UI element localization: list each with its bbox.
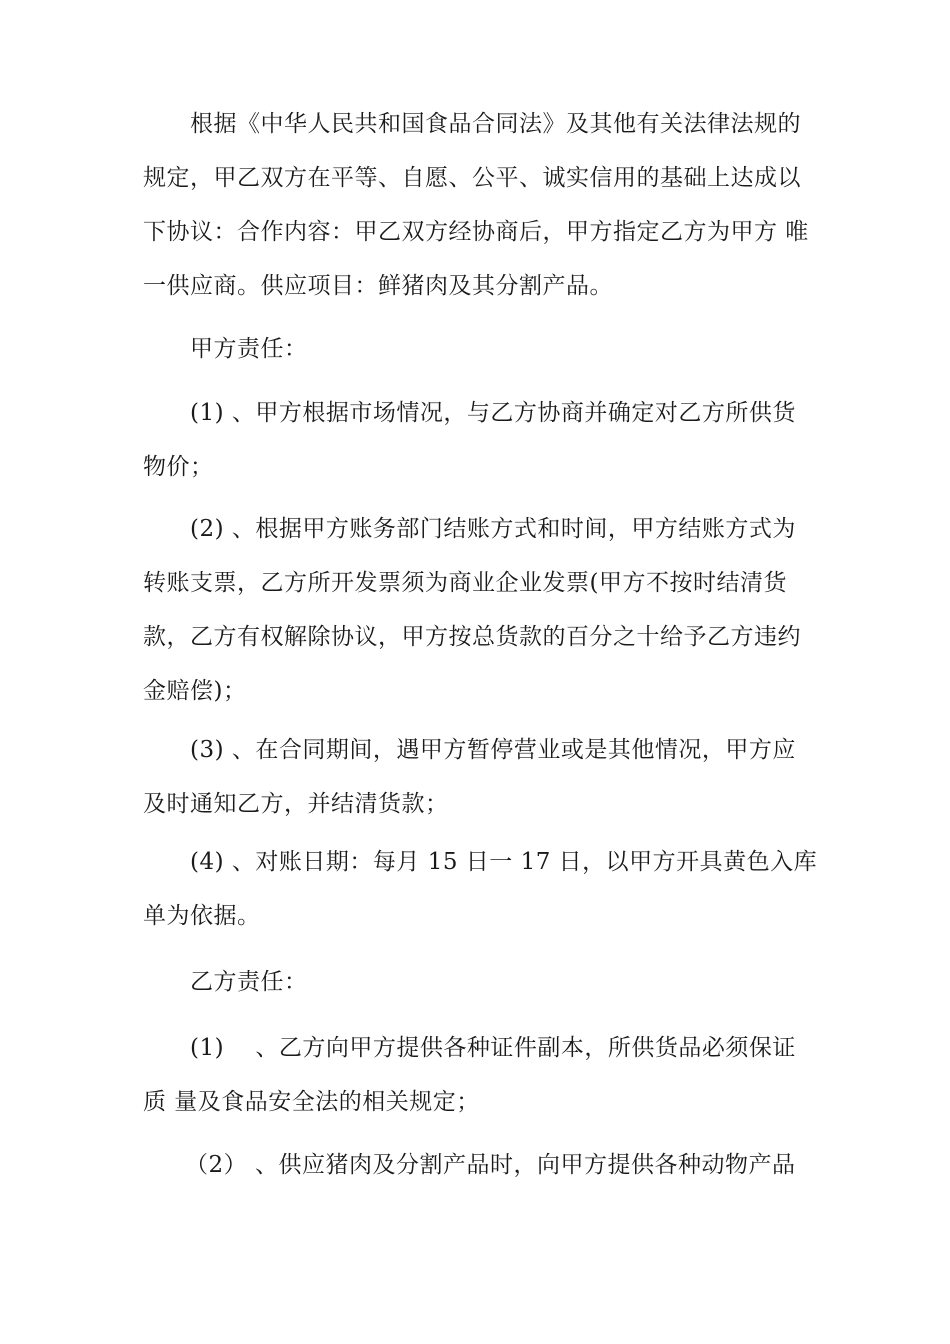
text-line: (4) 、对账日期：每月 15 日一 17 日，以甲方开具黄色入库 <box>190 849 818 875</box>
party-a-heading <box>143 322 823 376</box>
text-line: 单为依据。 <box>143 903 261 929</box>
party-b-heading <box>143 955 823 1009</box>
intro-paragraph <box>143 97 823 313</box>
text-line: 下协议：合作内容：甲乙双方经协商后，甲方指定乙方为甲方 唯 <box>143 219 809 245</box>
text-line: (3) 、在合同期间，遇甲方暂停营业或是其他情况，甲方应 <box>190 737 796 763</box>
text-line: 金赔偿)； <box>143 678 247 704</box>
text-line: (1) 、甲方根据市场情况，与乙方协商并确定对乙方所供货 <box>190 400 796 426</box>
text-line: (2) 、根据甲方账务部门结账方式和时间，甲方结账方式为 <box>190 516 796 542</box>
text-line: 及时通知乙方，并结清货款； <box>143 791 449 817</box>
text-line: 转账支票，乙方所开发票须为商业企业发票(甲方不按时结清货 <box>143 570 787 596</box>
section-heading: 乙方责任： <box>190 969 308 995</box>
text-line: 一供应商。供应项目：鲜猪肉及其分割产品。 <box>143 273 613 299</box>
party-a-clause-4 <box>143 835 823 943</box>
party-a-clause-1 <box>143 386 823 494</box>
section-heading: 甲方责任： <box>190 336 308 362</box>
text-line: 物价； <box>143 454 214 480</box>
text-line: 款，乙方有权解除协议，甲方按总货款的百分之十给予乙方违约 <box>143 624 801 650</box>
text-line: (1) 、乙方向甲方提供各种证件副本，所供货品必须保证 <box>190 1035 796 1061</box>
party-b-clause-1 <box>143 1021 823 1129</box>
text-line: 根据《中华人民共和国食品合同法》及其他有关法律法规的 <box>190 111 801 137</box>
text-line: 质 量及食品安全法的相关规定； <box>143 1089 480 1115</box>
text-line: 规定，甲乙双方在平等、自愿、公平、诚实信用的基础上达成以 <box>143 165 801 191</box>
party-a-clause-2 <box>143 502 823 718</box>
party-b-clause-2 <box>143 1138 823 1192</box>
text-line: （2） 、供应猪肉及分割产品时，向甲方提供各种动物产品 <box>185 1152 796 1178</box>
party-a-clause-3 <box>143 723 823 831</box>
